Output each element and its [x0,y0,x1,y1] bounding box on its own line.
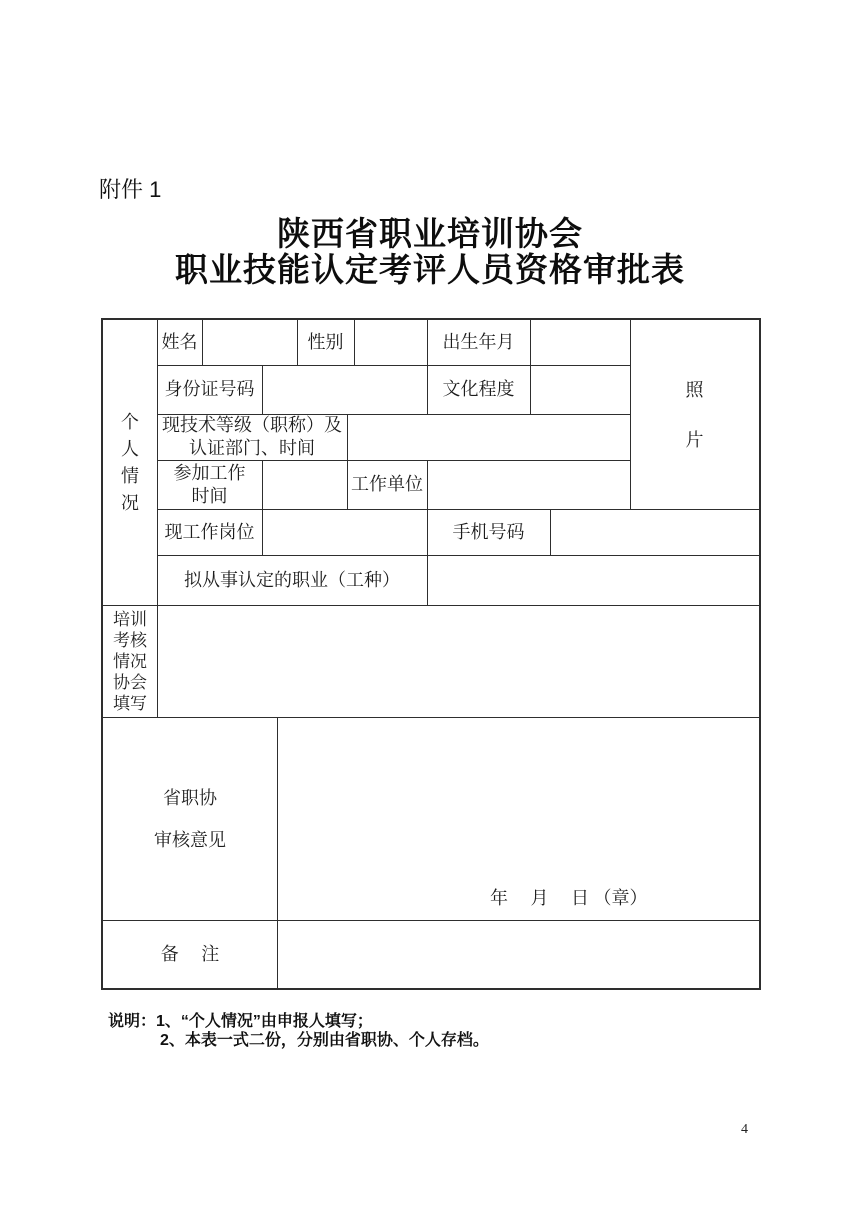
approval-form-table [101,318,761,990]
employer-value-cell [427,460,630,509]
remarks-label: 备 注 [160,943,220,964]
document-title-line2: 职业技能认定考评人员资格审批表 [175,251,685,288]
section-label-personal-info: 个人情况 [121,411,139,513]
review-content-cell [277,717,759,920]
name-value-cell [202,320,297,365]
education-label: 文化程度 [442,379,515,399]
work-start-label: 参加工作 时间 [173,462,246,506]
tech-level-value-cell [347,414,630,460]
gender-value-cell [354,320,427,365]
photo-cell: 照片 [685,379,704,450]
work-start-value-cell [262,460,347,509]
training-content-cell [157,605,759,717]
proposed-occupation-value-cell [427,555,759,605]
date-seal-line: 年 月 日 （章） [490,888,648,908]
review-opinion-label: 省职协 审核意见 [154,787,226,850]
birth-date-value-cell [530,320,630,365]
employer-label: 工作单位 [351,474,423,494]
section-label-training-assessment: 培训考核情况协会填写 [113,609,147,713]
remarks-value-cell [277,920,759,988]
tech-level-label: 现技术等级（职称）及 认证部门、时间 [162,415,342,458]
instructions-line1: 说明：1、“个人情况”由申报人填写； [108,1013,373,1030]
page-number: 4 [741,1122,748,1137]
current-post-value-cell [262,509,427,555]
id-number-value-cell [262,365,427,414]
document-title-line1: 陕西省职业培训协会 [277,215,583,252]
id-number-label: 身份证号码 [164,379,255,399]
proposed-occupation-label: 拟从事认定的职业（工种） [184,569,400,590]
birth-date-label: 出生年月 [442,332,515,352]
current-post-label: 现工作岗位 [164,521,255,542]
attachment-label: 附件 1 [99,177,162,202]
education-value-cell [530,365,630,414]
mobile-value-cell [550,509,759,555]
name-label: 姓名 [161,332,198,352]
mobile-label: 手机号码 [452,521,525,542]
gender-label: 性别 [307,332,344,352]
instructions-line2: 2、本表一式二份，分别由省职协、个人存档。 [160,1032,489,1049]
